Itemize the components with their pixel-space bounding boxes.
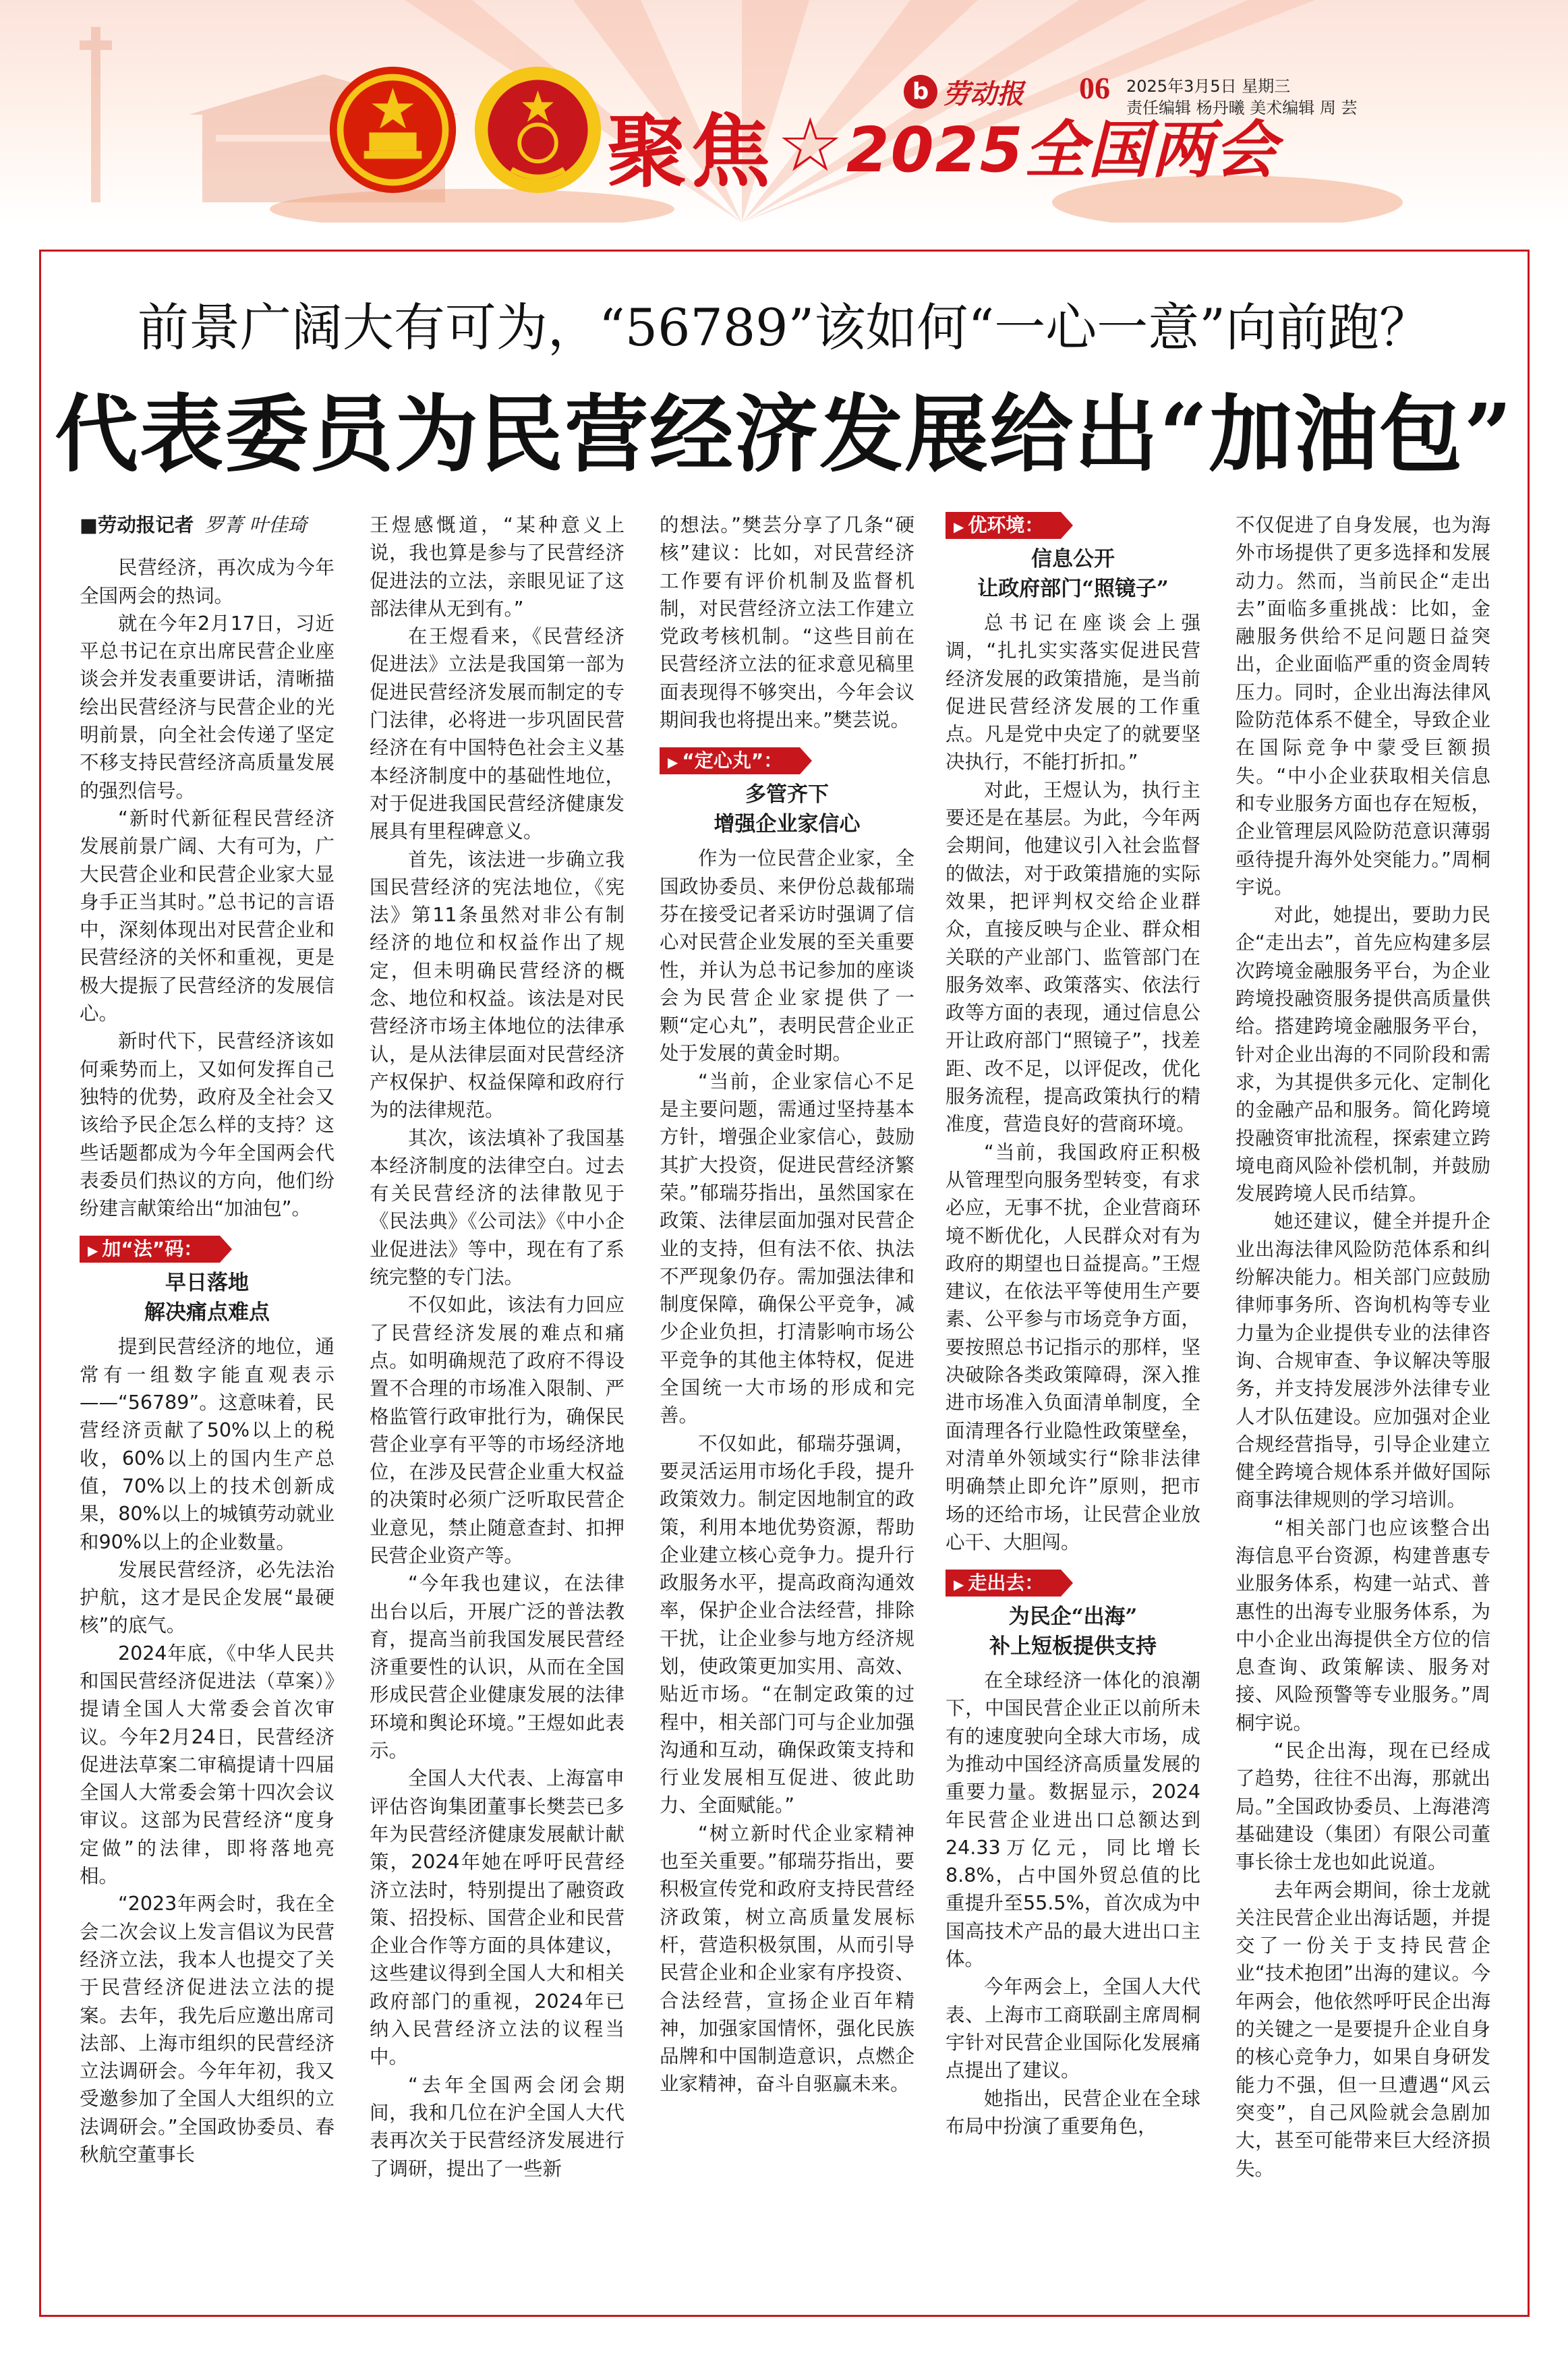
- reporter-names: 罗菁 叶佳琦: [204, 514, 307, 536]
- section-tag-going-global: [946, 1570, 1061, 1597]
- paragraph: 民营经济，再次成为今年全国两会的热词。: [80, 556, 335, 607]
- section-title-line: 早日落地: [165, 1271, 249, 1296]
- paragraph: 总书记在座谈会上强调，“扎扎实实落实促进民营经济发展的政策措施，是当前促进民营经济发展的工作重点。凡是党中央定了的就要坚决执行，不能打折扣。”: [946, 612, 1200, 774]
- banner: [0, 0, 1568, 223]
- page-number: 06: [1079, 71, 1110, 105]
- section-tag-reassurance: [660, 747, 800, 774]
- section-year-label: 2025全国两会: [846, 114, 1278, 186]
- paragraph: 王煜感慨道，“某种意义上说，我也算是参与了民营经济促进法的立法，亲眼见证了这部法律从无到有。”: [370, 514, 625, 620]
- section-tag-label: “定心丸”：: [682, 749, 783, 772]
- section-title-line: 解决痛点难点: [144, 1300, 270, 1325]
- paragraph: 其次，该法填补了我国基本经济制度的法律空白。过去有关民营经济的法律散见于《民法典》《公司法》《中小企业促进法》等中，现在有了系统完整的专门法。: [370, 1126, 625, 1289]
- section-tag-label: 走出去：: [968, 1572, 1044, 1594]
- paragraph: 她指出，民营企业在全球布局中扮演了重要角色，: [946, 2087, 1200, 2137]
- paragraph: 不仅促进了自身发展，也为海外市场提供了更多选择和发展动力。然而，当前民企“走出去”面临多重挑战：比如，金融服务供给不足问题日益突出，企业面临严重的资金周转压力。同时，企业出海法律风险防范体系不健全，导致企业在国际竞争中蒙受巨额损失。“中小企业获取相关信息和专业服务方面也存在短板，企业管理层风险防范意识薄弱亟待提升海外处突能力。”周桐宇说。: [1236, 514, 1490, 898]
- paragraph: “2023年两会时，我在全会二次会议上发言倡议为民营经济立法，我本人也提交了关于民营经济促进法立法的提案。去年，我先后应邀出席司法部、上海市组织的民营经济立法调研会。今年年初，我又受邀参加了全国人大组织的立法调研会。”全国政协委员、春秋航空董事长: [80, 1893, 335, 2166]
- paragraph: “新时代新征程民营经济发展前景广阔、大有可为，广大民营企业和民营企业家大显身手正当其时。”总书记的言语中，深刻体现出对民营企业和民营经济的关怀和重视，更是极大提振了民营经济的发展信心。: [80, 807, 335, 1025]
- star-icon: ☆: [777, 102, 844, 188]
- section-focus-label: 聚焦: [607, 105, 775, 198]
- paragraph: “当前，我国政府正积极从管理型向服务型转变，有求必应，无事不扰，企业营商环境不断优化，人民群众对有为政府的期望也日益提高。”王煜建议，在依法平等使用生产要素、公平参与市场竞争方面，要按照总书记指示的那样，坚决破除各类政策障碍，深入推进市场准入负面清单制度，全面清理各行业隐性政策壁垒，对清单外领域实行“除非法律明确禁止即允许”原则，把市场的还给市场，让民营企业放心干、大胆闯。: [946, 1141, 1200, 1553]
- paragraph: “相关部门也应该整合出海信息平台资源，构建普惠专业服务体系，构建一站式、普惠性的出海专业服务体系，为中小企业出海提供全方位的信息查询、政策解读、服务对接、风险预警等专业服务。”周桐宇说。: [1236, 1516, 1490, 1734]
- paragraph: “树立新时代企业家精神也至关重要。”郁瑞芬指出，要积极宣传党和政府支持民营经济政策，树立高质量发展标杆，营造积极氛围，从而引导民营企业和企业家有序投资、合法经营，宣扬企业百年精神，加强家国情怀，强化民族品牌和中国制造意识，点燃企业家精神，奋斗自驱赢未来。: [660, 1822, 914, 2096]
- article-column-1: [80, 511, 335, 2168]
- byline: [80, 511, 335, 539]
- paragraph: 发展民营经济，必先法治护航，这才是民企发展“最硬核”的底气。: [80, 1558, 335, 1637]
- editors-line: 责任编辑 杨丹曦 美术编辑 周 芸: [1126, 98, 1358, 117]
- paragraph: 就在今年2月17日，习近平总书记在京出席民营企业座谈会并发表重要讲话，清晰描绘出民营经济与民营企业的光明前景，向全社会传递了坚定不移支持民营经济高质量发展的强烈信号。: [80, 612, 335, 802]
- paragraph: 提到民营经济的地位，通常有一组数字能直观表示——“56789”。这意味着，民营经济贡献了50%以上的税收，60%以上的国内生产总值，70%以上的技术创新成果，80%以上的城镇劳动就业和90%以上的企业数量。: [80, 1335, 335, 1553]
- paragraph: 她还建议，健全并提升企业出海法律风险防范体系和纠纷解决能力。相关部门应鼓励律师事务所、咨询机构等专业力量为企业提供专业的法律咨询、合规审查、争议解决等服务，并支持发展涉外法律专业人才队伍建设。应加强对企业合规经营指导，引导企业建立健全跨境合规体系并做好国际商事法律规则的学习培训。: [1236, 1210, 1490, 1512]
- section-title: [946, 1602, 1200, 1661]
- issue-date: 2025年3月5日 星期三: [1126, 77, 1291, 96]
- triangle-icon: ▶: [954, 1576, 964, 1593]
- paragraph: 全国人大代表、上海富申评估咨询集团董事长樊芸已多年为民营经济健康发展献计献策，2024年她在呼吁民营经济立法时，特别提出了融资政策、招投标、国营企业和民营企业合作等方面的具体建议，这些建议得到全国人大和相关政府部门的重视，2024年已纳入民营经济立法的议程当中。: [370, 1767, 625, 2069]
- paragraph: “民企出海，现在已经成了趋势，往往不出海，那就出局。”全国政协委员、上海港湾基础建设（集团）有限公司董事长徐士龙也如此说道。: [1236, 1740, 1490, 1874]
- paragraph: 在全球经济一体化的浪潮下，中国民营企业正以前所未有的速度驶向全球大市场，成为推动中国经济高质量发展的重要力量。数据显示，2024年民营企业进出口总额达到24.33万亿元，同比增长8.8%，占中国外贸总值的比重提升至55.5%，首次成为中国高技术产品的最大进出口主体。: [946, 1669, 1200, 1971]
- article-column-2: [370, 511, 625, 2183]
- paragraph: “今年我也建议，在法律出台以后，开展广泛的普法教育，提高当前我国发展民营经济重要性的认识，从而在全国形成民营企业健康发展的法律环境和舆论环境。”王煜如此表示。: [370, 1572, 625, 1762]
- section-title: [660, 780, 914, 839]
- paragraph: 在王煜看来，《民营经济促进法》立法是我国第一部为促进民营经济发展而制定的专门法律，必将进一步巩固民营经济在有中国特色社会主义基本经济制度中的基础性地位，对于促进我国民营经济健康发展具有里程碑意义。: [370, 625, 625, 843]
- section-banner-title: [607, 101, 1278, 198]
- section-title-line: 增强企业家信心: [714, 812, 861, 837]
- paper-name: 劳动报: [943, 78, 1024, 110]
- cppcc-emblem-icon: [472, 64, 604, 196]
- paragraph: “当前，企业家信心不足是主要问题，需通过坚持基本方针，增强企业家信心，鼓励其扩大投资，促进民营经济繁荣。”郁瑞芬指出，虽然国家在政策、法律层面加强对民营企业的支持，但有法不依、执法不严现象仍存。需加强法律和制度保障，确保公平竞争，减少企业负担，打清影响市场公平竞争的其他主体特权，促进全国统一大市场的形成和完善。: [660, 1070, 914, 1427]
- section-title-line: 为民企“出海”: [1008, 1605, 1138, 1630]
- paragraph: 今年两会上，全国人大代表、上海市工商联副主席周桐宇针对民营企业国际化发展痛点提出了建议。: [946, 1976, 1200, 2082]
- headline-subtitle: 前景广阔大有可为，“56789”该如何“一心一意”向前跑？: [137, 297, 1431, 357]
- section-tag-label: 加“法”码：: [102, 1238, 203, 1261]
- paragraph: 的想法。”樊芸分享了几条“硬核”建议：比如，对民营经济工作要有评价机制及监督机制，对民营经济立法工作建立党政考核机制。“这些目前在民营经济立法的征求意见稿里面表现得不够突出，今年会议期间我也将提出来。”樊芸说。: [660, 514, 914, 732]
- paragraph: “去年全国两会闭会期间，我和几位在沪全国人大代表再次关于民营经济发展进行了调研，提出了一些新: [370, 2073, 625, 2180]
- paragraph: 新时代下，民营经济该如何乘势而上，又如何发挥自己独特的优势，政府及全社会又该给予民企怎么样的支持？这些话题都成为今年全国两会代表委员们热议的方向，他们纷纷建言献策给出“加油包”。: [80, 1030, 335, 1220]
- article-column-3: [660, 511, 914, 2098]
- paragraph: 2024年底，《中华人民共和国民营经济促进法（草案）》提请全国人大常委会首次审议。今年2月24日，民营经济促进法草案二审稿提请十四届全国人大常委会第十四次会议审议。这部为民营经济“度身定做”的法律，即将落地亮相。: [80, 1642, 335, 1888]
- section-title-line: 多管齐下: [745, 782, 829, 807]
- triangle-icon: ▶: [954, 519, 964, 535]
- section-title: [80, 1268, 335, 1327]
- section-title-line: 让政府部门“照镜子”: [977, 577, 1169, 601]
- paragraph: 不仅如此，郁瑞芬强调，要灵活运用市场化手段，提升政策效力。制定因地制宜的政策，利用本地优势资源，帮助企业建立核心竞争力。提升行政服务水平，提高政商沟通效率，保护企业合法经营，排除干扰，让企业参与地方经济规划，使政策更加实用、高效、贴近市场。“在制定政策的过程中，相关部门可与企业加强沟通和互动，确保政策支持和行业发展相互促进、彼此助力、全面赋能。”: [660, 1432, 914, 1817]
- section-title: [946, 544, 1200, 604]
- section-title-line: 信息公开: [1031, 547, 1115, 571]
- paragraph: 不仅如此，该法有力回应了民营经济发展的难点和痛点。如明确规范了政府不得设置不合理的市场准入限制、严格监管行政审批行为，确保民营企业享有平等的市场经济地位，在涉及民营企业重大权益的决策时必须广泛听取民营企业意见，禁止随意查封、扣押民营企业资产等。: [370, 1294, 625, 1567]
- section-tag-label: 优环境：: [968, 514, 1044, 536]
- article-column-5: [1236, 511, 1490, 2183]
- paragraph: 首先，该法进一步确立我国民营经济的宪法地位，《宪法》第11条虽然对非公有制经济的地位和权益作出了规定，但未明确民营经济的概念、地位和权益。该法是对民营经济市场主体地位的法律承认，是从法律层面对民营经济产权保护、权益保障和政府行为的法律规范。: [370, 848, 625, 1122]
- byline-label: ■劳动报记者: [80, 514, 194, 536]
- section-tag-law: [80, 1236, 220, 1263]
- section-title-line: 补上短板提供支持: [989, 1634, 1157, 1659]
- headline-main: 代表委员为民营经济发展给出“加油包”: [55, 386, 1513, 484]
- section-tag-environment: [946, 512, 1061, 539]
- article-column-4: [946, 511, 1200, 2140]
- paragraph: 去年两会期间，徐士龙就关注民营企业出海话题，并提交了一份关于支持民营企业“技术抱团”出海的建议。今年两会，他依然呼吁民企出海的关键之一是要提升企业自身的核心竞争力，如果自身研发能力不强，但一旦遭遇“风云突变”，自己风险就会急剧加大，甚至可能带来巨大经济损失。: [1236, 1878, 1490, 2180]
- paragraph: 对此，她提出，要助力民企“走出去”，首先应构建多层次跨境金融服务平台，为企业跨境投融资服务提供高质量供给。搭建跨境金融服务平台，针对企业出海的不同阶段和需求，为其提供多元化、定制化的金融产品和服务。简化跨境投融资审批流程，探索建立跨境电商风险补偿机制，并鼓励发展跨境人民币结算。: [1236, 904, 1490, 1205]
- triangle-icon: ▶: [668, 754, 678, 771]
- paper-logo-icon: b: [904, 75, 937, 109]
- paragraph: 对此，王煜认为，执行主要还是在基层。为此，今年两会期间，他建议引入社会监督的做法，对于政策措施的实际效果，把评判权交给企业群众，直接反映与企业、群众相关联的产业部门、监管部门在服务效率、政策落实、依法行政等方面的表现，通过信息公开让政府部门“照镜子”，找差距、改不足，以评促改，优化服务流程，提高政策执行的精准度，营造良好的营商环境。: [946, 778, 1200, 1136]
- triangle-icon: ▶: [88, 1242, 98, 1259]
- national-emblem-icon: [327, 64, 459, 196]
- paragraph: 作为一位民营企业家，全国政协委员、来伊份总裁郁瑞芬在接受记者采访时强调了信心对民营企业发展的至关重要性，并认为总书记参加的座谈会为民营企业家提供了一颗“定心丸”，表明民营企业正处于发展的黄金时期。: [660, 847, 914, 1065]
